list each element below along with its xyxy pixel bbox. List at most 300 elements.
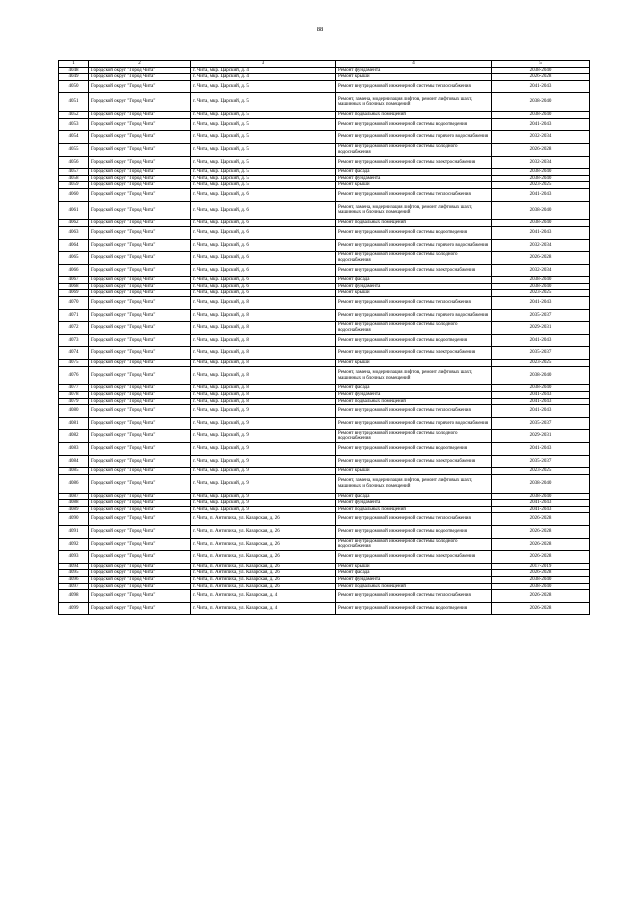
address-cell: г. Чита, мкр. Царский, д. 8 [191, 334, 336, 347]
municipality-cell: Городской округ "Город Чита" [89, 93, 191, 112]
address-cell: г. Чита, мкр. Царский, д. 5 [191, 112, 336, 119]
work-type-cell: Ремонт фундамента [336, 175, 492, 182]
work-type-cell: Ремонт внутридомовой инженерной системы холодного водоснабжения [336, 430, 492, 443]
row-number: 4072 [59, 322, 89, 335]
period-cell: 2017-2019 [492, 563, 590, 570]
work-type-cell: Ремонт крыши [336, 182, 492, 189]
row-number: 4085 [59, 468, 89, 475]
address-cell: г. Чита, п. Антипиха, ул. Казарская, д. 26 [191, 525, 336, 538]
address-cell: г. Чита, мкр. Царский, д. 8 [191, 385, 336, 392]
row-number: 4096 [59, 576, 89, 583]
table-row [59, 156, 590, 169]
address-cell: г. Чита, мкр. Царский, д. 5 [191, 182, 336, 189]
table-row [59, 417, 590, 430]
row-number: 4097 [59, 583, 89, 590]
address-cell: г. Чита, мкр. Царский, д. 5 [191, 93, 336, 112]
municipality-cell: Городской округ "Город Чита" [89, 239, 191, 252]
period-cell: 2026-2028 [492, 570, 590, 577]
municipality-cell: Городской округ "Город Чита" [89, 417, 191, 430]
table-row [59, 474, 590, 493]
period-cell: 2026-2028 [492, 538, 590, 551]
period-cell: 2038-2040 [492, 67, 590, 74]
work-type-cell: Ремонт внутридомовой инженерной системы теплоснабжения [336, 405, 492, 418]
table-row [59, 538, 590, 551]
municipality-cell: Городской округ "Город Чита" [89, 290, 191, 297]
address-cell: г. Чита, мкр. Царский, д. 8 [191, 360, 336, 367]
period-cell: 2035-2037 [492, 455, 590, 468]
municipality-cell: Городской округ "Город Чита" [89, 118, 191, 131]
table-row [59, 392, 590, 399]
municipality-cell: Городской округ "Город Чита" [89, 112, 191, 119]
work-type-cell: Ремонт внутридомовой инженерной системы горячего водоснабжения [336, 417, 492, 430]
municipality-cell: Городской округ "Город Чита" [89, 322, 191, 335]
work-type-cell: Ремонт внутридомовой инженерной системы водоотведения [336, 226, 492, 239]
header-cell: 1 [59, 61, 89, 68]
row-number: 4086 [59, 474, 89, 493]
address-cell: г. Чита, п. Антипиха, ул. Казарская, д. 26 [191, 583, 336, 590]
period-cell: 2029-2031 [492, 322, 590, 335]
period-cell: 2041-2043 [492, 398, 590, 405]
table-row [59, 525, 590, 538]
municipality-cell: Городской округ "Город Чита" [89, 455, 191, 468]
work-type-cell: Ремонт внутридомовой инженерной системы теплоснабжения [336, 590, 492, 603]
work-type-cell: Ремонт подвальных помещений [336, 583, 492, 590]
address-cell: г. Чита, мкр. Царский, д. 8 [191, 309, 336, 322]
period-cell: 2026-2028 [492, 143, 590, 156]
work-type-cell: Ремонт внутридомовой инженерной системы теплоснабжения [336, 513, 492, 526]
work-type-cell: Ремонт внутридомовой инженерной системы водоотведения [336, 442, 492, 455]
work-type-cell: Ремонт, замена, модернизация лифтов, ремонт лифтовых шахт, машинных и блочных помещений [336, 201, 492, 220]
work-type-cell: Ремонт фундамента [336, 500, 492, 507]
address-cell: г. Чита, мкр. Царский, д. 6 [191, 277, 336, 284]
address-cell: г. Чита, мкр. Царский, д. 9 [191, 442, 336, 455]
period-cell: 2032-2034 [492, 264, 590, 277]
address-cell: г. Чита, мкр. Царский, д. 8 [191, 366, 336, 385]
table-row [59, 513, 590, 526]
table-row [59, 283, 590, 290]
row-number: 4079 [59, 398, 89, 405]
row-number: 4048 [59, 67, 89, 74]
municipality-cell: Городской округ "Город Чита" [89, 570, 191, 577]
row-number: 4056 [59, 156, 89, 169]
table-row [59, 226, 590, 239]
address-cell: г. Чита, мкр. Царский, д. 6 [191, 264, 336, 277]
table-row [59, 239, 590, 252]
address-cell: г. Чита, мкр. Царский, д. 5 [191, 169, 336, 176]
municipality-cell: Городской округ "Город Чита" [89, 500, 191, 507]
work-type-cell: Ремонт внутридомовой инженерной системы электроснабжения [336, 156, 492, 169]
address-cell: г. Чита, п. Антипиха, ул. Казарская, д. 26 [191, 576, 336, 583]
row-number: 4094 [59, 563, 89, 570]
municipality-cell: Городской округ "Город Чита" [89, 131, 191, 144]
period-cell: 2026-2028 [492, 513, 590, 526]
work-type-cell: Ремонт фундамента [336, 283, 492, 290]
municipality-cell: Городской округ "Город Чита" [89, 220, 191, 227]
municipality-cell: Городской округ "Город Чита" [89, 366, 191, 385]
table-row [59, 201, 590, 220]
address-cell: г. Чита, мкр. Царский, д. 9 [191, 493, 336, 500]
municipality-cell: Городской округ "Город Чита" [89, 576, 191, 583]
period-cell: 2041-2043 [492, 506, 590, 513]
table-row [59, 169, 590, 176]
work-type-cell: Ремонт крыши [336, 74, 492, 81]
table-row [59, 112, 590, 119]
municipality-cell: Городской округ "Город Чита" [89, 590, 191, 603]
table-row [59, 309, 590, 322]
work-type-cell: Ремонт фундамента [336, 67, 492, 74]
municipality-cell: Городской округ "Город Чита" [89, 169, 191, 176]
table-row [59, 175, 590, 182]
work-type-cell: Ремонт подвальных помещений [336, 398, 492, 405]
municipality-cell: Городской округ "Город Чита" [89, 551, 191, 564]
table-row [59, 576, 590, 583]
table-row [59, 468, 590, 475]
address-cell: г. Чита, мкр. Царский, д. 9 [191, 417, 336, 430]
row-number: 4061 [59, 201, 89, 220]
row-number: 4098 [59, 590, 89, 603]
work-type-cell: Ремонт, замена, модернизация лифтов, ремонт лифтовых шахт, машинных и блочных помещений [336, 474, 492, 493]
work-type-cell: Ремонт внутридомовой инженерной системы теплоснабжения [336, 188, 492, 201]
row-number: 4065 [59, 252, 89, 265]
work-type-cell: Ремонт фундамента [336, 576, 492, 583]
table-row [59, 131, 590, 144]
address-cell: г. Чита, п. Антипиха, ул. Казарская, д. 26 [191, 551, 336, 564]
table-row [59, 551, 590, 564]
table-row [59, 182, 590, 189]
municipality-cell: Городской округ "Город Чита" [89, 277, 191, 284]
address-cell: г. Чита, мкр. Царский, д. 4 [191, 67, 336, 74]
row-number: 4075 [59, 360, 89, 367]
work-type-cell: Ремонт внутридомовой инженерной системы горячего водоснабжения [336, 239, 492, 252]
period-cell: 2038-2040 [492, 493, 590, 500]
row-number: 4073 [59, 334, 89, 347]
table-row [59, 398, 590, 405]
address-cell: г. Чита, мкр. Царский, д. 6 [191, 290, 336, 297]
row-number: 4050 [59, 80, 89, 93]
address-cell: г. Чита, мкр. Царский, д. 5 [191, 131, 336, 144]
row-number: 4088 [59, 500, 89, 507]
municipality-cell: Городской округ "Город Чита" [89, 188, 191, 201]
period-cell: 2038-2040 [492, 385, 590, 392]
municipality-cell: Городской округ "Город Чита" [89, 513, 191, 526]
period-cell: 2038-2040 [492, 366, 590, 385]
municipality-cell: Городской округ "Город Чита" [89, 468, 191, 475]
municipality-cell: Городской округ "Город Чита" [89, 297, 191, 310]
row-number: 4062 [59, 220, 89, 227]
period-cell: 2023-2025 [492, 290, 590, 297]
table-row [59, 220, 590, 227]
municipality-cell: Городской округ "Город Чита" [89, 430, 191, 443]
address-cell: г. Чита, мкр. Царский, д. 5 [191, 80, 336, 93]
address-cell: г. Чита, мкр. Царский, д. 9 [191, 455, 336, 468]
municipality-cell: Городской округ "Город Чита" [89, 583, 191, 590]
municipality-cell: Городской округ "Город Чита" [89, 506, 191, 513]
work-type-cell: Ремонт, замена, модернизация лифтов, ремонт лифтовых шахт, машинных и блочных помещений [336, 93, 492, 112]
row-number: 4063 [59, 226, 89, 239]
address-cell: г. Чита, мкр. Царский, д. 5 [191, 175, 336, 182]
work-type-cell: Ремонт, замена, модернизация лифтов, ремонт лифтовых шахт, машинных и блочных помещений [336, 366, 492, 385]
work-type-cell: Ремонт внутридомовой инженерной системы водоотведения [336, 602, 492, 615]
period-cell: 2038-2040 [492, 169, 590, 176]
row-number: 4057 [59, 169, 89, 176]
address-cell: г. Чита, мкр. Царский, д. 9 [191, 506, 336, 513]
work-type-cell: Ремонт фасада [336, 169, 492, 176]
period-cell: 2026-2028 [492, 590, 590, 603]
work-type-cell: Ремонт внутридомовой инженерной системы электроснабжения [336, 347, 492, 360]
row-number: 4087 [59, 493, 89, 500]
address-cell: г. Чита, мкр. Царский, д. 6 [191, 226, 336, 239]
municipality-cell: Городской округ "Город Чита" [89, 226, 191, 239]
address-cell: г. Чита, мкр. Царский, д. 9 [191, 474, 336, 493]
period-cell: 2038-2040 [492, 201, 590, 220]
work-type-cell: Ремонт внутридомовой инженерной системы электроснабжения [336, 455, 492, 468]
row-number: 4055 [59, 143, 89, 156]
address-cell: г. Чита, п. Антипиха, ул. Казарская, д. 26 [191, 513, 336, 526]
address-cell: г. Чита, мкр. Царский, д. 8 [191, 297, 336, 310]
work-type-cell: Ремонт крыши [336, 468, 492, 475]
address-cell: г. Чита, мкр. Царский, д. 8 [191, 322, 336, 335]
address-cell: г. Чита, мкр. Царский, д. 9 [191, 430, 336, 443]
period-cell: 2032-2034 [492, 131, 590, 144]
row-number: 4082 [59, 430, 89, 443]
municipality-cell: Городской округ "Город Чита" [89, 385, 191, 392]
row-number: 4052 [59, 112, 89, 119]
row-number: 4066 [59, 264, 89, 277]
address-cell: г. Чита, мкр. Царский, д. 9 [191, 500, 336, 507]
address-cell: г. Чита, п. Антипиха, ул. Казарская, д. 4 [191, 590, 336, 603]
row-number: 4081 [59, 417, 89, 430]
row-number: 4059 [59, 182, 89, 189]
municipality-cell: Городской округ "Город Чита" [89, 360, 191, 367]
address-cell: г. Чита, мкр. Царский, д. 5 [191, 156, 336, 169]
header-row [59, 61, 590, 68]
period-cell: 2041-2043 [492, 118, 590, 131]
table-row [59, 500, 590, 507]
row-number: 4099 [59, 602, 89, 615]
work-type-cell: Ремонт внутридомовой инженерной системы холодного водоснабжения [336, 322, 492, 335]
period-cell: 2023-2025 [492, 182, 590, 189]
period-cell: 2041-2043 [492, 500, 590, 507]
table-row [59, 366, 590, 385]
address-cell: г. Чита, мкр. Царский, д. 5 [191, 118, 336, 131]
row-number: 4053 [59, 118, 89, 131]
period-cell: 2032-2034 [492, 239, 590, 252]
address-cell: г. Чита, мкр. Царский, д. 6 [191, 201, 336, 220]
table-row [59, 570, 590, 577]
row-number: 4069 [59, 290, 89, 297]
header-cell: 4 [336, 61, 492, 68]
municipality-cell: Городской округ "Город Чита" [89, 602, 191, 615]
period-cell: 2041-2043 [492, 405, 590, 418]
address-cell: г. Чита, мкр. Царский, д. 5 [191, 143, 336, 156]
table-row [59, 590, 590, 603]
table-row [59, 430, 590, 443]
municipality-cell: Городской округ "Город Чита" [89, 182, 191, 189]
row-number: 4068 [59, 283, 89, 290]
table-row [59, 334, 590, 347]
period-cell: 2038-2040 [492, 112, 590, 119]
period-cell: 2026-2028 [492, 551, 590, 564]
work-type-cell: Ремонт внутридомовой инженерной системы электроснабжения [336, 551, 492, 564]
period-cell: 2038-2040 [492, 474, 590, 493]
work-type-cell: Ремонт внутридомовой инженерной системы водоотведения [336, 118, 492, 131]
address-cell: г. Чита, мкр. Царский, д. 8 [191, 398, 336, 405]
period-cell: 2041-2043 [492, 392, 590, 399]
address-cell: г. Чита, мкр. Царский, д. 6 [191, 188, 336, 201]
table-row [59, 493, 590, 500]
row-number: 4077 [59, 385, 89, 392]
period-cell: 2041-2043 [492, 297, 590, 310]
row-number: 4070 [59, 297, 89, 310]
row-number: 4095 [59, 570, 89, 577]
table-row [59, 252, 590, 265]
table-row [59, 264, 590, 277]
row-number: 4092 [59, 538, 89, 551]
municipality-cell: Городской округ "Город Чита" [89, 201, 191, 220]
address-cell: г. Чита, мкр. Царский, д. 6 [191, 283, 336, 290]
work-type-cell: Ремонт фасада [336, 493, 492, 500]
table-row [59, 455, 590, 468]
municipality-cell: Городской округ "Город Чита" [89, 538, 191, 551]
period-cell: 2026-2028 [492, 252, 590, 265]
table-row [59, 360, 590, 367]
row-number: 4091 [59, 525, 89, 538]
row-number: 4067 [59, 277, 89, 284]
period-cell: 2038-2040 [492, 576, 590, 583]
address-cell: г. Чита, мкр. Царский, д. 9 [191, 405, 336, 418]
row-number: 4084 [59, 455, 89, 468]
row-number: 4054 [59, 131, 89, 144]
work-type-cell: Ремонт крыши [336, 290, 492, 297]
row-number: 4060 [59, 188, 89, 201]
table-row [59, 80, 590, 93]
table-row [59, 506, 590, 513]
row-number: 4090 [59, 513, 89, 526]
work-type-cell: Ремонт внутридомовой инженерной системы теплоснабжения [336, 80, 492, 93]
table-row [59, 442, 590, 455]
period-cell: 2038-2040 [492, 175, 590, 182]
row-number: 4093 [59, 551, 89, 564]
address-cell: г. Чита, мкр. Царский, д. 6 [191, 239, 336, 252]
period-cell: 2023-2025 [492, 360, 590, 367]
work-type-cell: Ремонт внутридомовой инженерной системы электроснабжения [336, 264, 492, 277]
work-type-cell: Ремонт подвальных помещений [336, 506, 492, 513]
municipality-cell: Городской округ "Город Чита" [89, 334, 191, 347]
municipality-cell: Городской округ "Город Чита" [89, 156, 191, 169]
row-number: 4078 [59, 392, 89, 399]
table-row [59, 118, 590, 131]
address-cell: г. Чита, мкр. Царский, д. 9 [191, 468, 336, 475]
work-type-cell: Ремонт фасада [336, 385, 492, 392]
period-cell: 2035-2037 [492, 417, 590, 430]
address-cell: г. Чита, мкр. Царский, д. 8 [191, 392, 336, 399]
period-cell: 2041-2043 [492, 442, 590, 455]
header-cell: 5 [492, 61, 590, 68]
address-cell: г. Чита, мкр. Царский, д. 8 [191, 347, 336, 360]
period-cell: 2041-2043 [492, 188, 590, 201]
period-cell: 2038-2040 [492, 283, 590, 290]
work-type-cell: Ремонт внутридомовой инженерной системы теплоснабжения [336, 297, 492, 310]
work-type-cell: Ремонт крыши [336, 563, 492, 570]
address-cell: г. Чита, мкр. Царский, д. 4 [191, 74, 336, 81]
municipality-cell: Городской округ "Город Чита" [89, 309, 191, 322]
table-row [59, 67, 590, 74]
municipality-cell: Городской округ "Город Чита" [89, 392, 191, 399]
municipality-cell: Городской округ "Город Чита" [89, 67, 191, 74]
work-type-cell: Ремонт фундамента [336, 392, 492, 399]
period-cell: 2026-2028 [492, 602, 590, 615]
header-cell: 3 [191, 61, 336, 68]
address-cell: г. Чита, п. Антипиха, ул. Казарская, д. 26 [191, 570, 336, 577]
table-row [59, 322, 590, 335]
header-cell: 2 [89, 61, 191, 68]
work-type-cell: Ремонт фасада [336, 570, 492, 577]
table-row [59, 143, 590, 156]
municipality-cell: Городской округ "Город Чита" [89, 442, 191, 455]
table-row [59, 405, 590, 418]
address-cell: г. Чита, п. Антипиха, ул. Казарская, д. 4 [191, 602, 336, 615]
work-type-cell: Ремонт внутридомовой инженерной системы холодного водоснабжения [336, 143, 492, 156]
work-type-cell: Ремонт внутридомовой инженерной системы горячего водоснабжения [336, 131, 492, 144]
table-row [59, 297, 590, 310]
table-row [59, 347, 590, 360]
work-type-cell: Ремонт внутридомовой инженерной системы горячего водоснабжения [336, 309, 492, 322]
table-row [59, 74, 590, 81]
row-number: 4080 [59, 405, 89, 418]
work-type-cell: Ремонт внутридомовой инженерной системы холодного водоснабжения [336, 538, 492, 551]
municipality-cell: Городской округ "Город Чита" [89, 474, 191, 493]
municipality-cell: Городской округ "Город Чита" [89, 80, 191, 93]
municipality-cell: Городской округ "Город Чита" [89, 563, 191, 570]
municipality-cell: Городской округ "Город Чита" [89, 143, 191, 156]
period-cell: 2035-2037 [492, 309, 590, 322]
municipality-cell: Городской округ "Город Чита" [89, 493, 191, 500]
period-cell: 2035-2037 [492, 347, 590, 360]
period-cell: 2041-2043 [492, 80, 590, 93]
period-cell: 2041-2043 [492, 226, 590, 239]
period-cell: 2026-2028 [492, 525, 590, 538]
repair-schedule-table [58, 60, 590, 615]
row-number: 4049 [59, 74, 89, 81]
municipality-cell: Городской округ "Город Чита" [89, 264, 191, 277]
period-cell: 2038-2040 [492, 220, 590, 227]
table-row [59, 93, 590, 112]
period-cell: 2041-2043 [492, 334, 590, 347]
period-cell: 2023-2025 [492, 468, 590, 475]
municipality-cell: Городской округ "Город Чита" [89, 175, 191, 182]
period-cell: 2038-2040 [492, 583, 590, 590]
row-number: 4074 [59, 347, 89, 360]
period-cell: 2032-2034 [492, 156, 590, 169]
table-row [59, 583, 590, 590]
row-number: 4071 [59, 309, 89, 322]
address-cell: г. Чита, п. Антипиха, ул. Казарская, д. 26 [191, 563, 336, 570]
work-type-cell: Ремонт фасада [336, 277, 492, 284]
work-type-cell: Ремонт подвальных помещений [336, 220, 492, 227]
row-number: 4058 [59, 175, 89, 182]
work-type-cell: Ремонт крыши [336, 360, 492, 367]
municipality-cell: Городской округ "Город Чита" [89, 398, 191, 405]
row-number: 4083 [59, 442, 89, 455]
page-number: 88 [316, 26, 324, 33]
work-type-cell: Ремонт внутридомовой инженерной системы водоотведения [336, 525, 492, 538]
address-cell: г. Чита, мкр. Царский, д. 6 [191, 220, 336, 227]
row-number: 4076 [59, 366, 89, 385]
address-cell: г. Чита, п. Антипиха, ул. Казарская, д. 26 [191, 538, 336, 551]
row-number: 4064 [59, 239, 89, 252]
period-cell: 2026-2028 [492, 74, 590, 81]
table-row [59, 188, 590, 201]
